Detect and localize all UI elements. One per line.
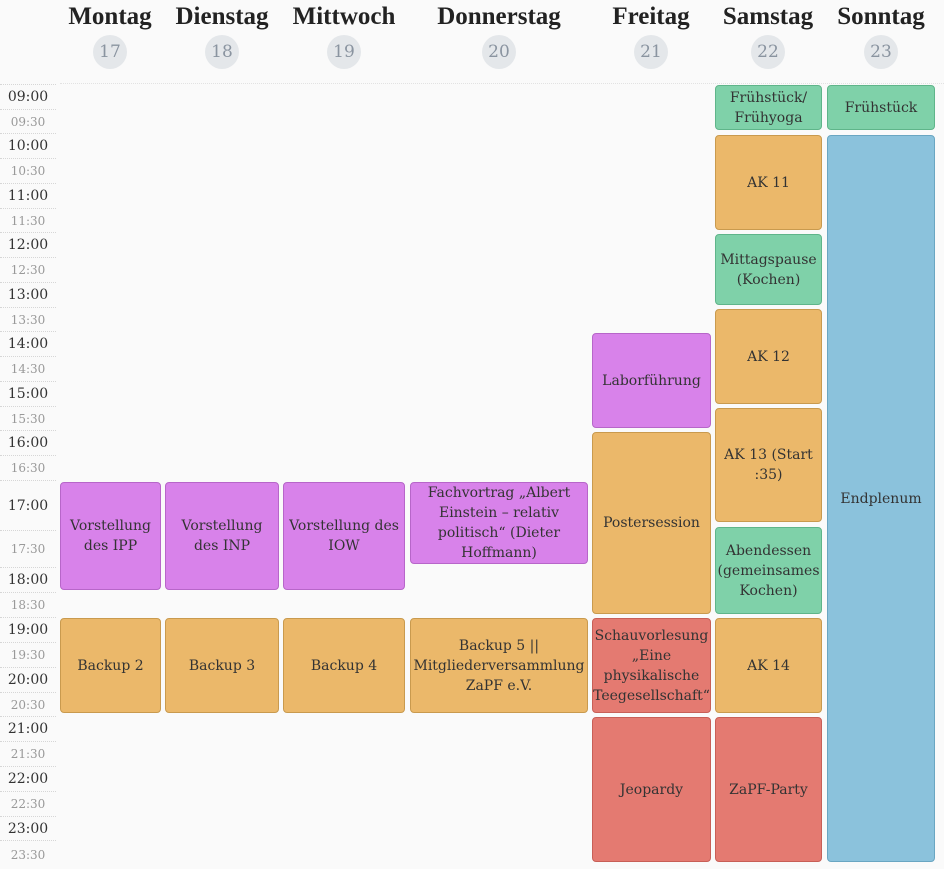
event-vorstellung-iow[interactable] — [283, 482, 405, 590]
day-name: Mittwoch — [292, 3, 396, 30]
time-label: 22:00 — [0, 766, 56, 792]
event-title-line: Frühyoga — [734, 109, 803, 126]
event-title-line: :35) — [754, 467, 783, 483]
time-label: 19:30 — [0, 642, 56, 668]
event-title-line: AK 11 — [747, 174, 790, 191]
event-title-line: Endplenum — [840, 490, 922, 507]
event-ak-13[interactable] — [715, 408, 822, 522]
event-title-line: Backup 4 — [310, 657, 378, 674]
event-endplenum[interactable] — [827, 135, 935, 862]
event-jeopardy[interactable] — [592, 717, 711, 862]
day-header-donnerstag — [419, 0, 579, 72]
event-postersession[interactable] — [592, 432, 711, 614]
time-label: 20:00 — [0, 667, 56, 693]
day-name: Montag — [68, 3, 152, 30]
event-ak-14[interactable] — [715, 618, 822, 713]
day-number-badge: 20 — [482, 35, 516, 69]
time-label: 13:00 — [0, 282, 56, 308]
event-backup-5[interactable] — [410, 618, 588, 713]
event-title-line: Hoffmann) — [461, 545, 537, 561]
time-label: 10:00 — [0, 133, 56, 159]
day-number-badge: 21 — [634, 35, 668, 69]
event-title-line: Frühstück — [844, 99, 918, 116]
day-name: Samstag — [722, 3, 814, 30]
event-abendessen[interactable] — [715, 527, 822, 614]
day-name: Sonntag — [837, 3, 925, 30]
event-zapf-party[interactable] — [715, 717, 822, 862]
event-title-line: (Kochen) — [736, 271, 801, 288]
event-title-line: Vorstellung des — [289, 518, 399, 534]
event-title-line: IOW — [328, 538, 360, 554]
event-ak-12[interactable] — [715, 309, 822, 404]
event-title-line: Backup 2 — [77, 657, 144, 674]
time-label: 14:30 — [0, 356, 56, 382]
event-title-line: ZaPF e.V. — [465, 677, 533, 694]
time-label: 19:00 — [0, 617, 56, 643]
day-header-sonntag — [801, 0, 944, 72]
time-label: 18:30 — [0, 592, 56, 618]
time-label: 23:30 — [0, 840, 56, 869]
time-label: 11:00 — [0, 183, 56, 209]
event-title-line: Backup 5 || — [458, 637, 540, 654]
event-title-line: Fachvortrag „Albert — [427, 485, 571, 501]
time-label: 14:00 — [0, 331, 56, 357]
time-label: 17:00 — [0, 480, 56, 531]
time-label: 21:00 — [0, 716, 56, 742]
day-number-badge: 23 — [864, 35, 898, 69]
event-title-line: Einstein – relativ — [438, 505, 559, 521]
event-vorstellung-ipp[interactable] — [60, 482, 161, 590]
event-laborfuehrung[interactable] — [592, 333, 711, 428]
event-title-line: des IPP — [83, 538, 138, 554]
event-schauvorlesung[interactable] — [592, 618, 711, 713]
event-title-line: AK 12 — [747, 348, 790, 365]
day-name: Dienstag — [175, 3, 269, 30]
event-vorstellung-inp[interactable] — [165, 482, 279, 590]
event-title-line: Kochen) — [739, 582, 798, 599]
time-label: 11:30 — [0, 208, 56, 233]
event-backup-4[interactable] — [283, 618, 405, 713]
day-header-mittwoch — [264, 0, 424, 72]
day-name: Freitag — [612, 3, 690, 30]
event-title-line: Schauvorlesung — [594, 627, 709, 644]
time-label: 09:00 — [0, 84, 56, 110]
time-label: 23:00 — [0, 816, 56, 841]
event-title-line: AK 14 — [747, 657, 790, 674]
grid-top-line — [60, 83, 944, 84]
event-title-line: Jeopardy — [619, 781, 684, 798]
event-title-line: Vorstellung — [181, 518, 263, 534]
event-fachvortrag[interactable] — [410, 482, 588, 564]
time-label: 20:30 — [0, 692, 56, 717]
time-label: 12:30 — [0, 257, 56, 283]
event-fruehstueck-so[interactable] — [827, 85, 935, 130]
event-title-line: Laborführung — [602, 372, 701, 389]
event-title-line: Abendessen — [725, 542, 812, 559]
event-title-line: ZaPF-Party — [729, 781, 808, 798]
event-fruehstueck-sa[interactable] — [715, 85, 822, 130]
event-title-line: Mitgliederversammlung — [413, 657, 585, 674]
event-backup-3[interactable] — [165, 618, 279, 713]
time-label: 13:30 — [0, 307, 56, 332]
time-label: 16:00 — [0, 430, 56, 456]
time-label: 21:30 — [0, 741, 56, 767]
event-title-line: „Eine — [631, 647, 672, 664]
time-label: 22:30 — [0, 791, 56, 817]
day-number-badge: 19 — [327, 35, 361, 69]
event-title-line: Frühstück/ — [729, 89, 808, 106]
time-label: 10:30 — [0, 158, 56, 184]
time-label: 15:00 — [0, 381, 56, 407]
event-title-line: AK 13 (Start — [724, 447, 813, 463]
day-number-badge: 18 — [205, 35, 239, 69]
event-backup-2[interactable] — [60, 618, 161, 713]
event-title-line: physikalische — [603, 667, 700, 684]
event-title-line: Backup 3 — [188, 657, 256, 674]
event-ak-11[interactable] — [715, 135, 822, 230]
time-label: 09:30 — [0, 109, 56, 134]
time-label: 12:00 — [0, 232, 56, 258]
event-mittagspause[interactable] — [715, 234, 822, 305]
event-title-line: Postersession — [603, 515, 700, 531]
event-title-line: des INP — [193, 538, 251, 554]
day-number-badge: 17 — [93, 35, 127, 69]
time-label: 16:30 — [0, 455, 56, 481]
event-title-line: Mittagspause — [720, 251, 817, 268]
time-label: 18:00 — [0, 567, 56, 593]
day-number-badge: 22 — [751, 35, 785, 69]
event-title-line: politisch“ (Dieter — [437, 525, 561, 541]
time-label: 17:30 — [0, 530, 56, 568]
time-label: 15:30 — [0, 406, 56, 431]
event-title-line: Vorstellung — [70, 518, 151, 534]
event-title-line: (gemeinsames — [717, 562, 820, 579]
event-title-line: Teegesellschaft“ — [593, 687, 710, 704]
day-name: Donnerstag — [437, 3, 561, 30]
